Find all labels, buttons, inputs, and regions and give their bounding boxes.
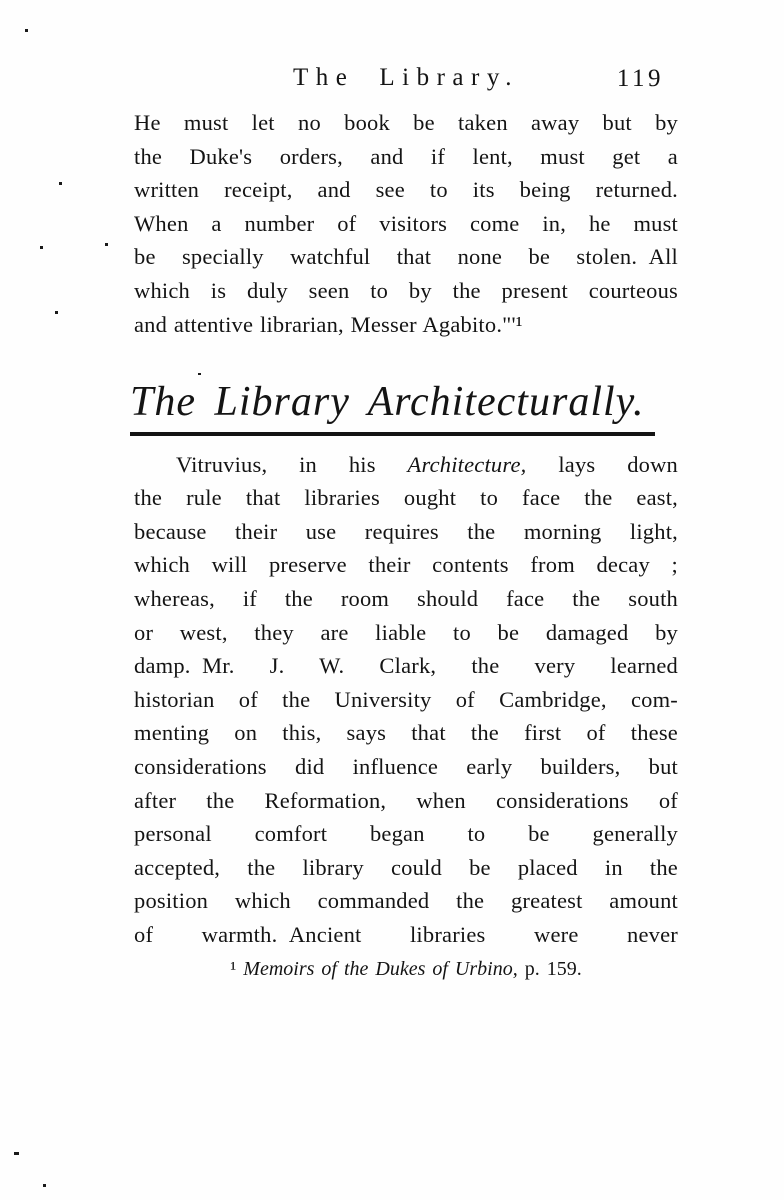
text-line <box>134 582 678 616</box>
text-line <box>134 140 678 174</box>
text-run: after the Reformation, when considerations of <box>134 787 678 813</box>
text-line <box>134 106 678 140</box>
scan-speck <box>25 29 28 32</box>
text-line <box>134 851 678 885</box>
running-head <box>134 64 678 98</box>
text-column <box>130 64 678 982</box>
text-run: the rule that libraries ought to face the east, <box>134 485 678 511</box>
text-run: the Duke's orders, and if lent, must get a <box>134 143 678 169</box>
text-line <box>134 308 678 342</box>
text-line <box>134 616 678 650</box>
text-run: which will preserve their contents from decay ; <box>134 552 678 578</box>
text-run: whereas, if the room should face the south <box>134 586 678 612</box>
text-run: which is duly seen to by the present courteous <box>134 277 678 303</box>
text-line <box>134 481 678 515</box>
body-paragraph <box>134 448 678 952</box>
quote-paragraph <box>134 106 678 341</box>
scan-speck <box>55 311 58 314</box>
scan-speck <box>59 182 62 185</box>
text-run: p. 159. <box>517 957 582 980</box>
text-line <box>134 716 678 750</box>
text-run: be specially watchful that none be stolen. All <box>134 244 678 270</box>
text-run: When a number of visitors come in, he must <box>134 210 678 236</box>
italic-run: Memoirs of the Dukes of Urbino, <box>243 957 518 980</box>
text-run: Vitruvius, in his <box>176 451 408 477</box>
text-run: ¹ <box>230 957 244 980</box>
text-run: He must let no book be taken away but by <box>134 110 678 135</box>
page-number: 119 <box>616 65 664 92</box>
text-line <box>134 448 678 482</box>
text-run: written receipt, and see to its being returned. <box>134 177 678 203</box>
text-run: personal comfort began to be generally <box>134 821 678 847</box>
section-heading: The Library Architecturally. <box>130 379 645 426</box>
scan-speck <box>105 243 108 246</box>
text-run: because their use requires the morning light, <box>134 518 678 544</box>
footnote <box>134 956 678 982</box>
scan-speck <box>43 1184 46 1187</box>
text-line <box>134 173 678 207</box>
text-run: and attentive librarian, Messer Agabito."'¹ <box>134 311 523 337</box>
text-line <box>134 683 678 717</box>
heading-rule <box>130 432 655 436</box>
running-head-title: The Library. <box>293 64 519 91</box>
text-line <box>134 649 678 683</box>
text-line <box>134 784 678 818</box>
text-run: position which commanded the greatest amount <box>134 888 678 914</box>
text-run: considerations did influence early builders, but <box>134 754 678 779</box>
text-run: accepted, the library could be placed in the <box>134 854 678 880</box>
text-run: damp. Mr. J. W. Clark, the very learned <box>134 653 678 679</box>
text-line <box>134 515 678 549</box>
italic-run: Architecture, <box>407 451 527 477</box>
text-line <box>134 207 678 241</box>
scan-speck <box>14 1152 19 1155</box>
text-run: or west, they are liable to be damaged by <box>134 619 678 645</box>
text-run: historian of the University of Cambridge, com- <box>134 686 678 712</box>
text-line <box>134 817 678 851</box>
text-line <box>134 548 678 582</box>
scan-speck <box>198 373 201 375</box>
text-line <box>134 918 678 952</box>
text-line <box>134 750 678 784</box>
scan-speck <box>40 246 43 249</box>
text-line <box>134 884 678 918</box>
text-line <box>134 240 678 274</box>
text-run: menting on this, says that the first of these <box>134 720 678 746</box>
text-run: lays down <box>526 451 678 477</box>
text-line <box>134 274 678 308</box>
text-run: of warmth. Ancient libraries were never <box>134 921 678 947</box>
